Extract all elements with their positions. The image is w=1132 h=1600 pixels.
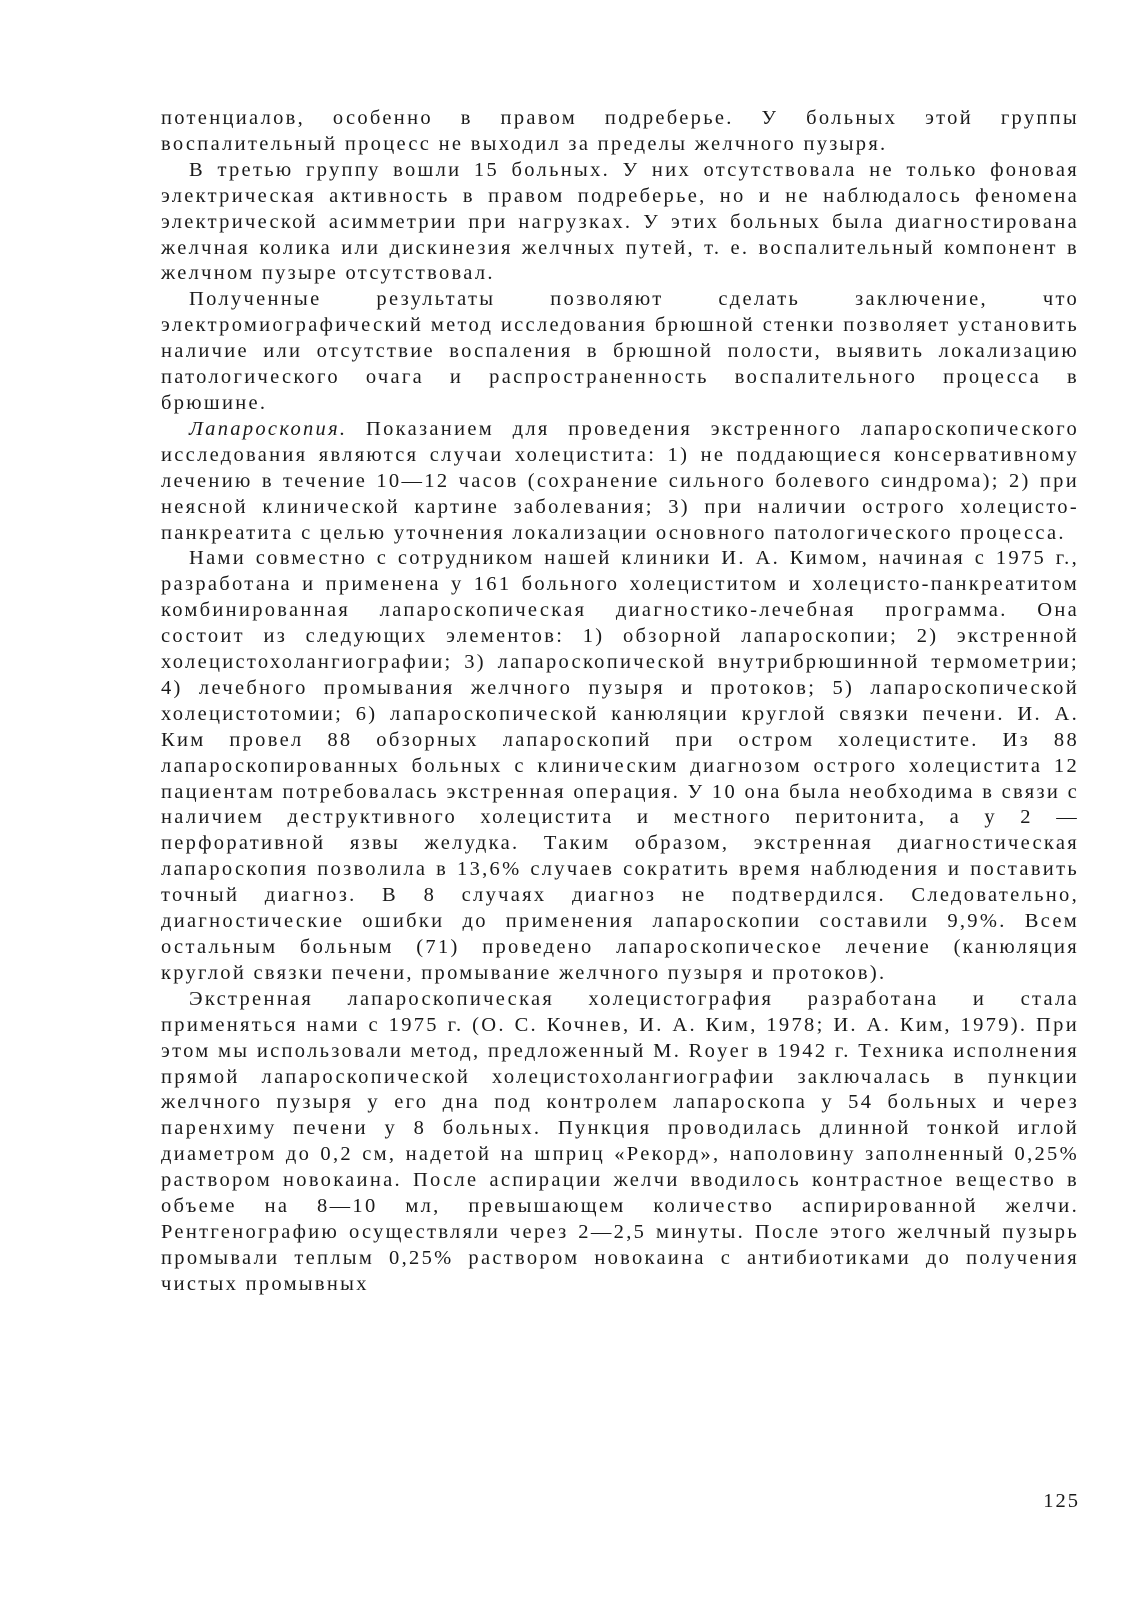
paragraph-4 xyxy=(161,417,1079,547)
paragraph-1 xyxy=(161,106,1079,158)
paragraph-1-text: потенциалов, особенно в правом подреберье. У больных этой группы воспалительный процесс не выходил за пределы желчного пузыря. xyxy=(161,107,1079,155)
paragraph-6-text: Экстренная лапароскопическая холецистография разработана и стала применяться нами с 1975 г. (О. С. Кочнев, И. А. Ким, 1978; И. А. Ким, 1979). При этом мы использовали метод, предложенный М. Royer в 1942 г. Техника исполнения прямой лапароскопической холецистохолангиографии заключалась в пункции желчного пузыря у его дна под контролем лапароскопа у 54 больных и через паренхиму печени у 8 больных. Пункция проводилась длинной тонкой иглой диаметром до 0,2 см, надетой на шприц «Рекорд», наполовину заполненный 0,25% раствором новокаина. После аспирации желчи вводилось контрастное вещество в объеме на 8—10 мл, превышающем количество аспирированной желчи. Рентгенографию осуществляли через 2—2,5 минуты. После этого желчный пузырь промывали теплым 0,25% раствором новокаина с антибиотиками до получения чистых промывных xyxy=(161,987,1079,1295)
paragraph-4-text: Показанием для проведения экстренного лапароскопического исследования являются случаи холецистита: 1) не поддающиеся консервативному лечению в течение 10—12 часов (сохранение сильного болевого синдрома); 2) при неясной клинической картине заболевания; 3) при наличии острого холецисто-панкреатита с целью уточнения локализации основного патологического процесса. xyxy=(161,417,1079,544)
paragraph-2-text: В третью группу вошли 15 больных. У них отсутствовала не только фоновая электрическая активность в правом подреберье, но и не наблюдалось феномена электрической асимметрии при нагрузках. У этих больных была диагностирована желчная колика или дискинезия желчных путей, т. е. воспалительный компонент в желчном пузыре отсутствовал. xyxy=(161,158,1079,285)
paragraph-6 xyxy=(161,987,1079,1298)
paragraph-5 xyxy=(161,546,1079,986)
paragraph-5-text: Нами совместно с сотрудником нашей клиники И. А. Кимом, начиная с 1975 г., разработана и применена у 161 больного холециститом и холецисто-панкреатитом комбинированная лапароскопическая диагностико-лечебная программа. Она состоит из следующих элементов: 1) обзорной лапароскопии; 2) экстренной холецистохолангиографии; 3) лапароскопической внутрибрюшинной термометрии; 4) лечебного промывания желчного пузыря и протоков; 5) лапароскопической холецистотомии; 6) лапароскопической канюляции круглой связки печени. И. А. Ким провел 88 обзорных лапароскопий при остром холецистите. Из 88 лапароскопированных больных с клиническим диагнозом острого холецистита 12 пациентам потребовалась экстренная операция. У 10 она была необходима в связи с наличием деструктивного холецистита и местного перитонита, а у 2 — перфоративной язвы желудка. Таким образом, экстренная диагностическая лапароскопия позволила в 13,6% случаев сократить время наблюдения и поставить точный диагноз. В 8 случаях диагноз не подтвердился. Следовательно, диагностические ошибки до применения лапароскопии составили 9,9%. Всем остальным больным (71) проведено лапароскопическое лечение (канюляция круглой связки печени, промывание желчного пузыря и протоков). xyxy=(161,547,1079,984)
page-number: 125 xyxy=(1043,1490,1080,1512)
section-heading-laparoscopy: Лапароскопия. xyxy=(189,417,348,440)
paragraph-3-text: Полученные результаты позволяют сделать заключение, что электромиографический метод исследования брюшной стенки позволяет установить наличие или отсутствие воспаления в брюшной полости, выявить локализацию патологического очага и распространенность воспалительного процесса в брюшине. xyxy=(161,288,1079,414)
paragraph-3 xyxy=(161,287,1079,417)
page-body xyxy=(161,106,1079,1298)
paragraph-2 xyxy=(161,158,1079,288)
